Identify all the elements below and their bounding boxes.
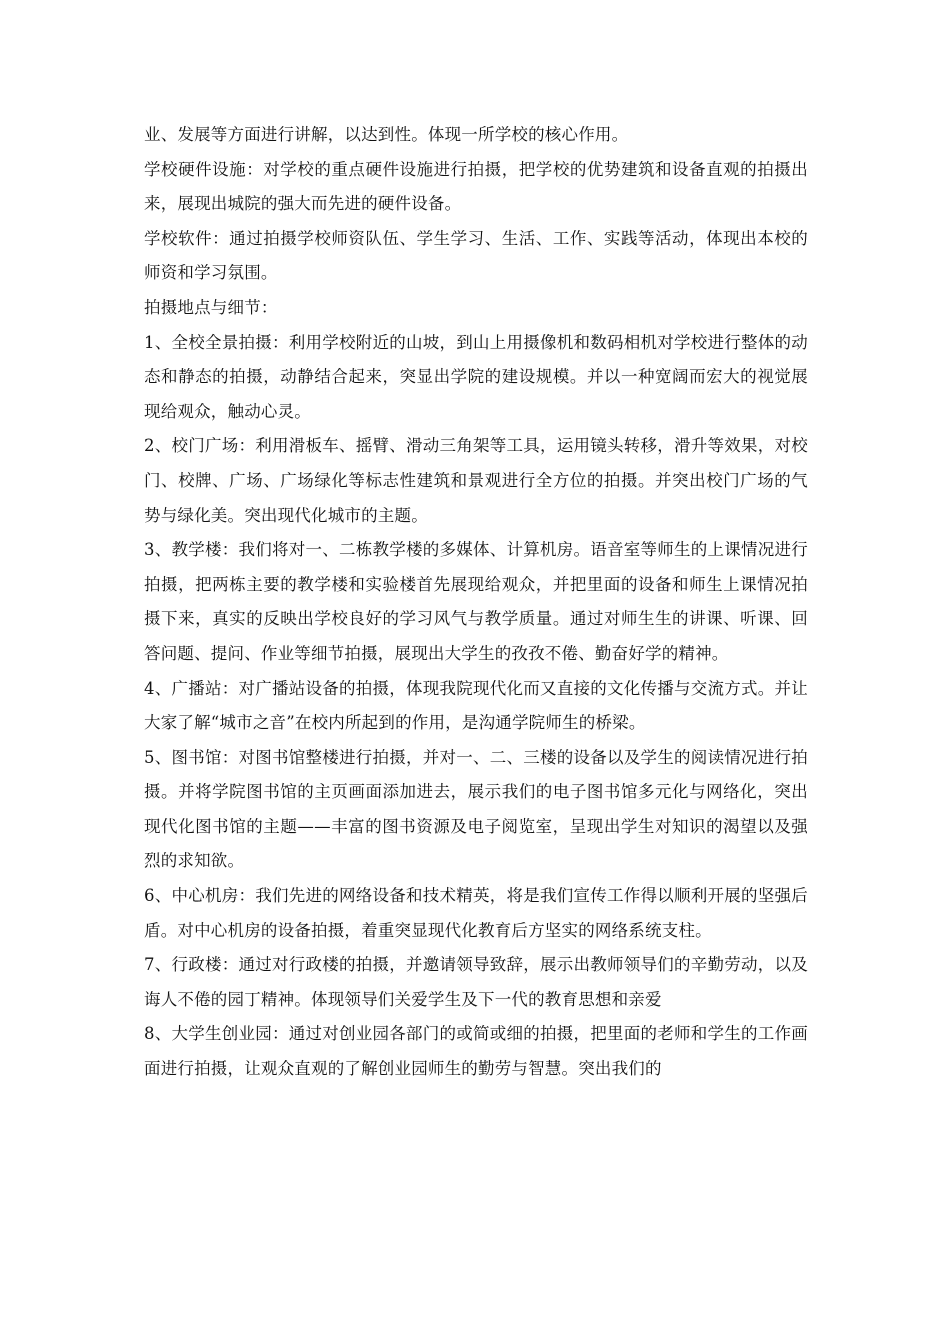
list-item-campus-panorama: 1、全校全景拍摄：利用学校附近的山坡，到山上用摄像机和数码相机对学校进行整体的动态和静态的拍摄，动静结合起来，突显出学院的建设规模。并以一种宽阔而宏大的视觉展现给观众，触动心灵。 [144, 332, 808, 421]
document-page [144, 118, 808, 1087]
paragraph-hardware-facilities: 学校硬件设施：对学校的重点硬件设施进行拍摄，把学校的优势建筑和设备直观的拍摄出来，展现出城院的强大而先进的硬件设备。 [144, 159, 808, 214]
list-item-gate-plaza: 2、校门广场：利用滑板车、摇臂、滑动三角架等工具，运用镜头转移，滑升等效果，对校门、校牌、广场、广场绿化等标志性建筑和景观进行全方位的拍摄。并突出校门广场的气势与绿化美。突出现代化城市的主题。 [144, 436, 808, 525]
list-item-startup-park: 8、大学生创业园：通过对创业园各部门的或简或细的拍摄，把里面的老师和学生的工作画面进行拍摄，让观众直观的了解创业园师生的勤劳与智慧。突出我们的 [144, 1024, 808, 1079]
list-item-server-room: 6、中心机房：我们先进的网络设备和技术精英，将是我们宣传工作得以顺利开展的坚强后盾。对中心机房的设备拍摄，着重突显现代化教育后方坚实的网络系统支柱。 [144, 886, 808, 940]
list-item-teaching-building: 3、教学楼：我们将对一、二栋教学楼的多媒体、计算机房。语音室等师生的上课情况进行拍摄，把两栋主要的教学楼和实验楼首先展现给观众，并把里面的设备和师生上课情况拍摄下来，真实的反映出学校良好的学习风气与教学质量。通过对师生生的讲课、听课、回答问题、提问、作业等细节拍摄，展现出大学生的孜孜不倦、勤奋好学的精神。 [144, 540, 808, 663]
list-item-broadcast-station: 4、广播站：对广播站设备的拍摄，体现我院现代化而又直接的文化传播与交流方式。并让大家了解“城市之音”在校内所起到的作用，是沟通学院师生的桥梁。 [144, 678, 808, 733]
paragraph-intro-continuation: 业、发展等方面进行讲解，以达到性。体现一所学校的核心作用。 [144, 125, 629, 144]
section-heading-locations: 拍摄地点与细节： [144, 297, 278, 317]
list-item-admin-building: 7、行政楼：通过对行政楼的拍摄，并邀请领导致辞，展示出教师领导们的辛勤劳动，以及诲人不倦的园丁精神。体现领导们关爱学生及下一代的教育思想和亲爱 [144, 955, 808, 1009]
list-item-library: 5、图书馆：对图书馆整楼进行拍摄，并对一、二、三楼的设备以及学生的阅读情况进行拍摄。并将学院图书馆的主页画面添加进去，展示我们的电子图书馆多元化与网络化，突出现代化图书馆的主题——丰富的图书资源及电子阅览室，呈现出学生对知识的渴望以及强烈的求知欲。 [144, 747, 808, 871]
paragraph-software: 学校软件：通过拍摄学校师资队伍、学生学习、生活、工作、实践等活动，体现出本校的师资和学习氛围。 [144, 228, 808, 283]
